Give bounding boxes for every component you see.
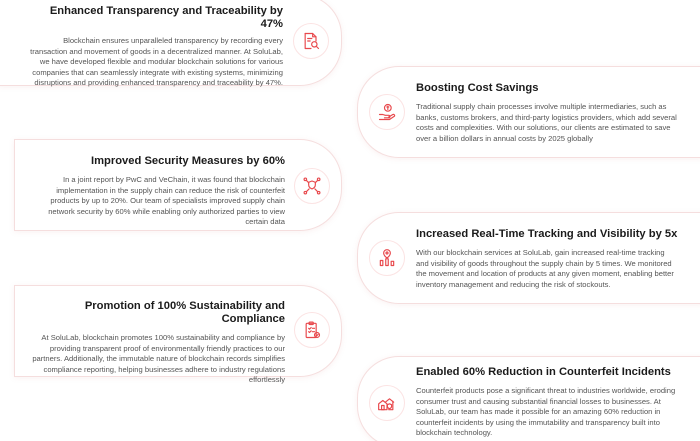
card-title: Enabled 60% Reduction in Counterfeit Incidents: [416, 366, 671, 378]
card-title: Improved Security Measures by 60%: [90, 155, 285, 167]
icon-badge: [294, 168, 330, 204]
card-body: Blockchain ensures unparalleled transparency by recording every transaction and movement of goods in a decentralized manner. At SoluLab, we have developed flexible and modular blockchain solutions for various companies that can seamlessly integrate with existing systems, minimizing disruptions and providing enhanced transparency and traceability by 47%.: [30, 36, 283, 87]
icon-badge: [294, 312, 330, 348]
card-title: Promotion of 100% Sustainability and Compliance: [84, 300, 285, 325]
icon-badge: [369, 240, 405, 276]
card-body: In a joint report by PwC and VeChain, it was found that blockchain implementation in the supply chain can reduce the risk of counterfeit products by up to 20%. Our team of specialists improved supply chain network security by 60% while enabling only authorized parties to view certain data: [48, 175, 285, 226]
location-chart-icon: [377, 248, 397, 268]
magnifier-document-icon: [301, 31, 321, 51]
card-body: Traditional supply chain processes involve multiple intermediaries, such as banks, customs brokers, and third-party logistics providers, which add several costs and complexities. With our solutions, our clients are estimated to save over a billion dollars in annual costs by 2025 globally: [416, 102, 677, 143]
card-sustainability: [14, 285, 342, 384]
card-title: Increased Real-Time Tracking and Visibility by 5x: [416, 228, 678, 240]
icon-badge: [369, 385, 405, 421]
card-title: Boosting Cost Savings: [416, 82, 539, 94]
card-cost-savings: [357, 66, 700, 158]
houses-shield-icon: [377, 393, 397, 413]
hand-coin-icon: [377, 102, 397, 122]
card-body: At SoluLab, blockchain promotes 100% sustainability and compliance by providing transparent proof of environmentally friendly practices to our partners. Additionally, the immutable nature of blockchain records simplifies compliance reporting, helping businesses adhere to industry regulations effortlessly: [32, 333, 285, 384]
shield-network-icon: [302, 176, 322, 196]
card-title: Enhanced Transparency and Traceability by 47%: [49, 5, 283, 30]
icon-badge: [293, 23, 329, 59]
card-tracking: [357, 212, 700, 304]
card-transparency: [0, 0, 342, 86]
card-counterfeit: [357, 356, 700, 441]
card-body: With our blockchain services at SoluLab, gain increased real-time tracking and visibility of goods throughout the supply chain by 5 times. We monitored the movement and location of products at any given moment, enabling better inventory management and reducing the risk of stockouts.: [416, 248, 674, 289]
card-security: [14, 139, 342, 231]
icon-badge: [369, 94, 405, 130]
clipboard-check-icon: [302, 320, 322, 340]
card-body: Counterfeit products pose a significant threat to industries worldwide, eroding consumer trust and causing substantial financial losses to businesses. At SoluLab, our team has made it possible for an amazing 60% reduction in counterfeit incidents by using the immutability and transparency built into blockchain technology.: [416, 386, 676, 437]
